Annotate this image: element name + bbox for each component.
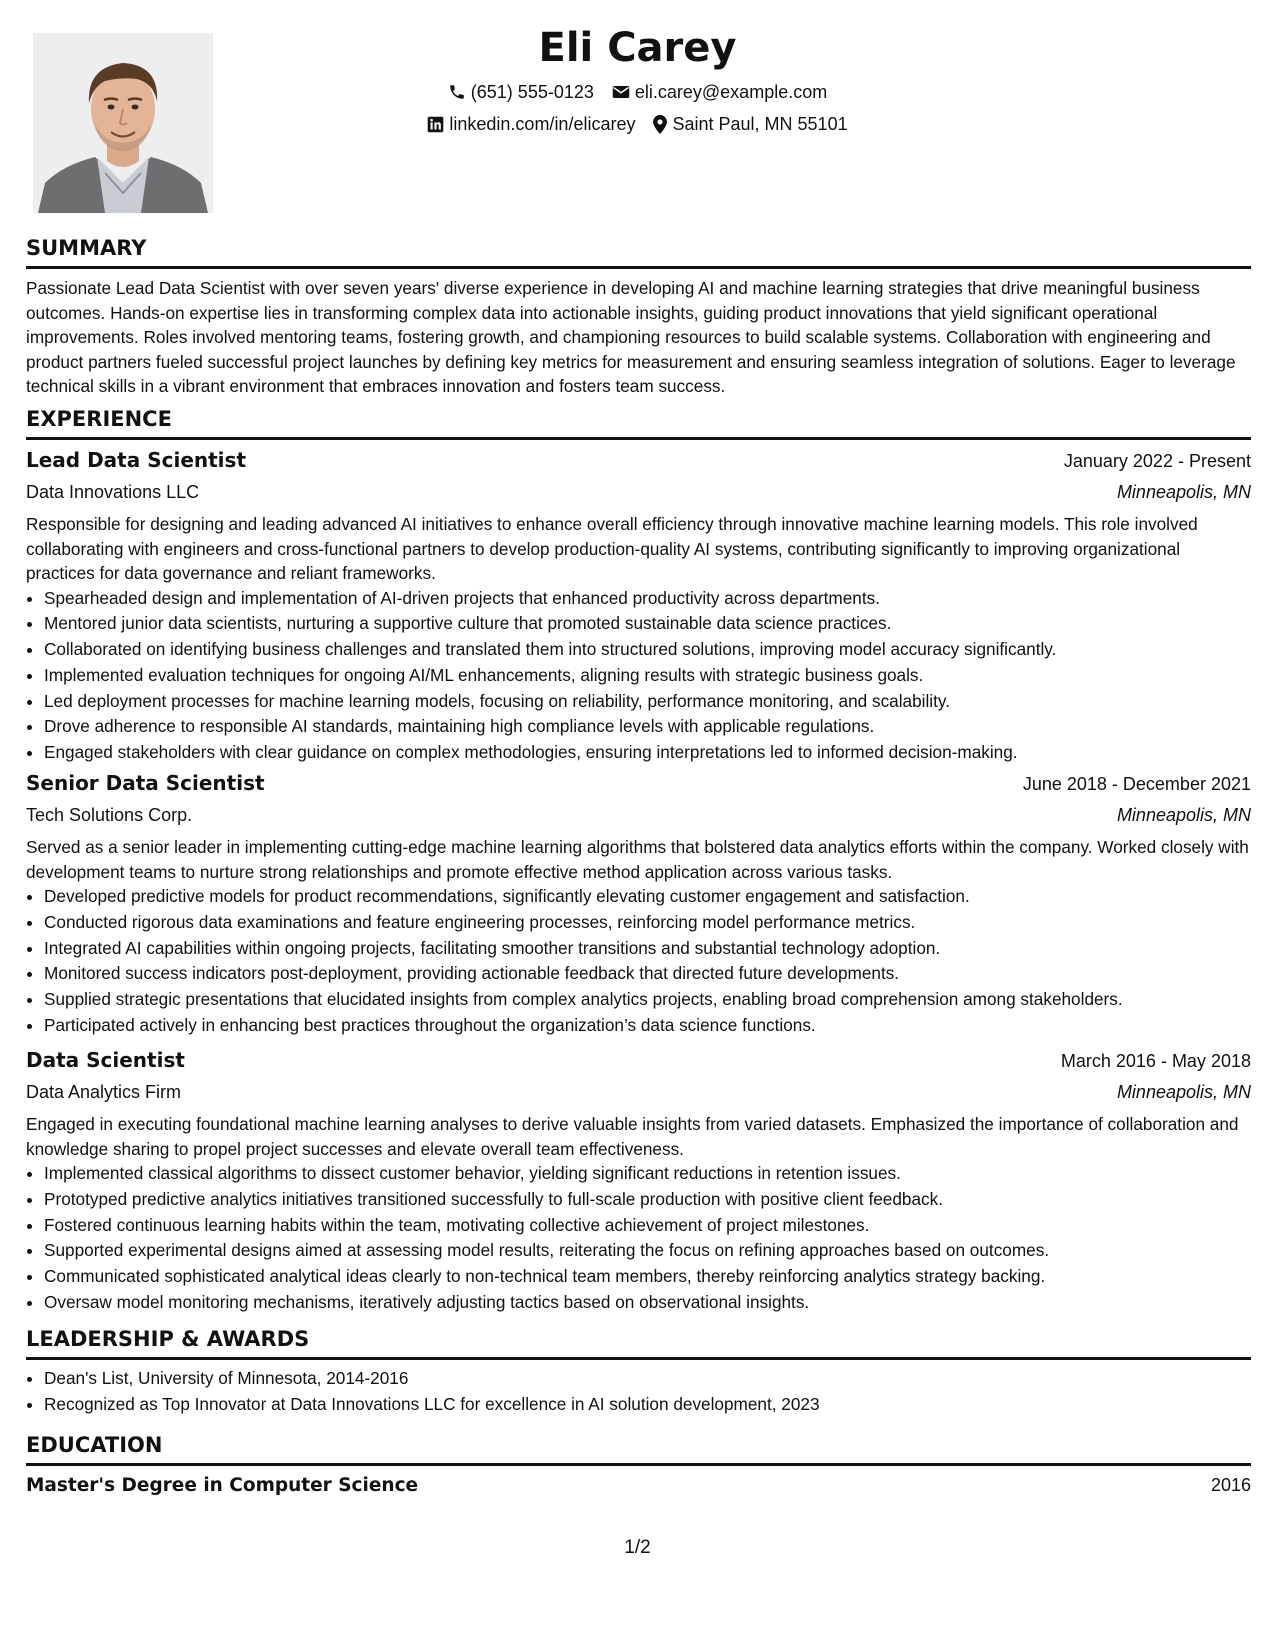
contact-location xyxy=(653,111,847,137)
list-item: • Led deployment processes for machine learning models, focusing on reliability, performance monitoring, and scalability. xyxy=(44,689,1251,715)
job-header xyxy=(26,768,1251,799)
contact-phone[interactable] xyxy=(448,79,594,105)
job-dates: January 2022 - Present xyxy=(1063,451,1251,471)
job-subheader xyxy=(26,1078,1251,1106)
section-divider xyxy=(26,437,1251,440)
location-text: Saint Paul, MN 55101 xyxy=(672,114,848,134)
job-entry xyxy=(26,1045,1251,1316)
education-entry xyxy=(26,1472,1251,1499)
summary-heading: SUMMARY xyxy=(26,236,147,260)
experience-heading: EXPERIENCE xyxy=(26,407,172,431)
job-subheader xyxy=(26,801,1251,829)
summary-section xyxy=(26,234,1251,399)
job-description: Responsible for designing and leading advanced AI initiatives to enhance overall efficiency through innovative machine learning models. This role involved collaborating with engineers and cross-functional partners to develop production-quality AI systems, contributing significantly to improving organizational practices for data governance and reliant frameworks. xyxy=(26,514,1198,583)
contact-row-secondary xyxy=(0,111,1275,137)
education-heading: EDUCATION xyxy=(26,1433,163,1457)
job-location: Minneapolis, MN xyxy=(1116,482,1251,502)
job-bullets xyxy=(26,884,1251,1039)
education-degree: Master's Degree in Computer Science xyxy=(26,1475,419,1496)
list-item: • Participated actively in enhancing best practices throughout the organization’s data science functions. xyxy=(44,1013,1251,1039)
phone-text: (651) 555-0123 xyxy=(470,82,594,102)
list-item: • Drove adherence to responsible AI standards, maintaining high compliance levels with applicable regulations. xyxy=(44,714,1251,740)
list-item: • Spearheaded design and implementation of AI-driven projects that enhanced productivity across departments. xyxy=(44,586,1251,612)
awards-heading: LEADERSHIP & AWARDS xyxy=(26,1327,310,1351)
phone-icon xyxy=(448,83,466,101)
list-item: • Fostered continuous learning habits within the team, motivating collective achievement of project milestones. xyxy=(44,1213,1251,1239)
job-subheader xyxy=(26,478,1251,506)
envelope-icon xyxy=(612,84,630,100)
awards-list xyxy=(26,1366,1251,1418)
list-item: • Implemented classical algorithms to dissect customer behavior, yielding significant reductions in retention issues. xyxy=(44,1161,1251,1187)
contact-email[interactable] xyxy=(612,79,827,105)
list-item: • Recognized as Top Innovator at Data Innovations LLC for excellence in AI solution development, 2023 xyxy=(44,1392,1251,1418)
job-entry xyxy=(26,445,1251,766)
job-company: Data Innovations LLC xyxy=(26,482,200,502)
linkedin-text: linkedin.com/in/elicarey xyxy=(449,114,636,134)
job-header xyxy=(26,445,1251,476)
page-number: 1/2 xyxy=(624,1537,651,1558)
linkedin-icon xyxy=(427,116,444,133)
job-title: Senior Data Scientist xyxy=(26,771,265,795)
list-item: • Supplied strategic presentations that elucidated insights from complex analytics projects, enabling broad comprehension among stakeholders. xyxy=(44,987,1251,1013)
job-company: Tech Solutions Corp. xyxy=(26,805,193,825)
contact-row-primary xyxy=(0,79,1275,105)
awards-section xyxy=(26,1325,1251,1418)
job-bullets xyxy=(26,586,1251,767)
list-item: • Engaged stakeholders with clear guidance on complex methodologies, ensuring interpretations led to informed decision-making. xyxy=(44,740,1251,766)
experience-section xyxy=(26,405,1251,766)
education-section xyxy=(26,1431,1251,1499)
job-company: Data Analytics Firm xyxy=(26,1082,182,1102)
list-item: • Implemented evaluation techniques for ongoing AI/ML enhancements, aligning results with strategic business goals. xyxy=(44,663,1251,689)
candidate-name: Eli Carey xyxy=(538,25,737,71)
job-bullets xyxy=(26,1161,1251,1316)
job-title: Lead Data Scientist xyxy=(26,448,246,472)
list-item: • Mentored junior data scientists, nurturing a supportive culture that promoted sustainable data science practices. xyxy=(44,611,1251,637)
section-divider xyxy=(26,1463,1251,1466)
list-item: • Developed predictive models for product recommendations, significantly elevating customer engagement and satisfaction. xyxy=(44,884,1251,910)
job-location: Minneapolis, MN xyxy=(1116,805,1251,825)
email-text: eli.carey@example.com xyxy=(634,82,828,102)
list-item: • Integrated AI capabilities within ongoing projects, facilitating smoother transitions and substantial technology adoption. xyxy=(44,936,1251,962)
section-divider xyxy=(26,1357,1251,1360)
education-year: 2016 xyxy=(1210,1475,1251,1495)
job-dates: March 2016 - May 2018 xyxy=(1060,1051,1251,1071)
job-description: Engaged in executing foundational machine learning analyses to derive valuable insights from varied datasets. Emphasized the importance of collaboration and knowledge sharing to propel project successes and elevate overall team effectiveness. xyxy=(26,1114,1239,1159)
summary-text: Passionate Lead Data Scientist with over seven years' diverse experience in developing AI and machine learning strategies that drive meaningful business outcomes. Hands-on expertise lies in transforming complex data into actionable insights, guiding product innovations that yield significant operational improvements. Roles involved mentoring teams, fostering growth, and championing resources to build scalable systems. Collaboration with engineering and product partners fueled successful project launches by defining key metrics for measurement and ensuring seamless integration of solutions. Eager to leverage technical skills in a vibrant environment that embraces innovation and fosters team success. xyxy=(26,278,1236,396)
job-header xyxy=(26,1045,1251,1076)
contact-linkedin[interactable] xyxy=(427,111,635,137)
section-divider xyxy=(26,266,1251,269)
job-title: Data Scientist xyxy=(26,1048,185,1072)
map-pin-icon xyxy=(653,115,667,134)
list-item: • Oversaw model monitoring mechanisms, iteratively adjusting tactics based on observational insights. xyxy=(44,1290,1251,1316)
list-item: • Dean's List, University of Minnesota, 2014-2016 xyxy=(44,1366,1251,1392)
list-item: • Communicated sophisticated analytical ideas clearly to non-technical team members, thereby reinforcing analytics strategy backing. xyxy=(44,1264,1251,1290)
job-entry xyxy=(26,768,1251,1039)
list-item: • Prototyped predictive analytics initiatives transitioned successfully to full-scale production with positive client feedback. xyxy=(44,1187,1251,1213)
job-location: Minneapolis, MN xyxy=(1116,1082,1251,1102)
job-description: Served as a senior leader in implementing cutting-edge machine learning algorithms that bolstered data analytics efforts within the company. Worked closely with development teams to nurture strong relationships and promote effective method application across various tasks. xyxy=(26,837,1249,882)
list-item: • Supported experimental designs aimed at assessing model results, reiterating the focus on refining approaches based on outcomes. xyxy=(44,1238,1251,1264)
list-item: • Collaborated on identifying business challenges and translated them into structured solutions, improving model accuracy significantly. xyxy=(44,637,1251,663)
list-item: • Monitored success indicators post-deployment, providing actionable feedback that directed future developments. xyxy=(44,961,1251,987)
list-item: • Conducted rigorous data examinations and feature engineering processes, reinforcing model performance metrics. xyxy=(44,910,1251,936)
job-dates: June 2018 - December 2021 xyxy=(1022,774,1251,794)
